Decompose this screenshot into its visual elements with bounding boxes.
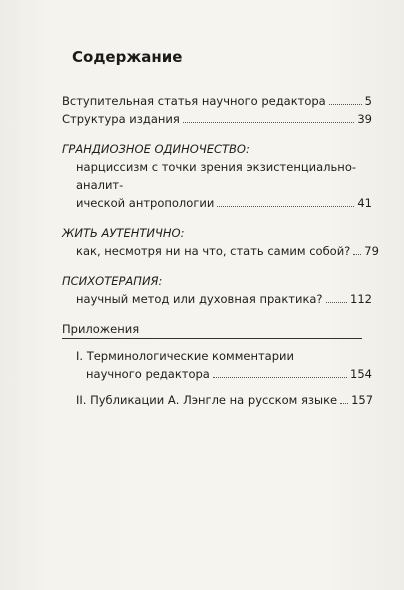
leader-dots (217, 206, 354, 207)
toc-entry (62, 92, 372, 110)
appendix-item-page: 154 (350, 367, 372, 381)
divider (62, 338, 362, 339)
section-heading: ПСИХОТЕРАПИЯ: (62, 274, 163, 288)
leader-dots (340, 403, 348, 404)
appendix-item-page: 157 (351, 393, 374, 407)
section-subtitle-line: нарциссизм с точки зрения экзистенциально-аналит- (76, 160, 357, 192)
toc-section (62, 224, 379, 260)
leader-dots (353, 254, 361, 255)
toc-entry (62, 110, 372, 128)
toc-section (62, 272, 372, 308)
toc-entry-text: Вступительная статья научного редактора (62, 94, 326, 108)
section-heading: ЖИТЬ АУТЕНТИЧНО: (62, 226, 185, 240)
leader-dots (183, 122, 355, 123)
appendix-item-line: I. Терминологические комментарии (76, 349, 294, 363)
toc-entry-page: 5 (364, 94, 372, 108)
table-of-contents (62, 48, 379, 409)
appendix-section (62, 320, 372, 409)
section-page: 79 (364, 244, 379, 258)
section-subtitle-line: ической антропологии (76, 196, 215, 210)
appendix-item-line: II. Публикации А. Лэнгле на русском языке (76, 393, 338, 407)
section-page: 112 (350, 292, 372, 306)
section-subtitle-line: научный метод или духовная практика? (76, 292, 323, 306)
toc-entry-text: Структура издания (62, 112, 180, 126)
toc-section (62, 140, 372, 212)
section-page: 41 (357, 196, 372, 210)
leader-dots (329, 104, 362, 105)
section-heading: ГРАНДИОЗНОЕ ОДИНОЧЕСТВО: (62, 142, 250, 156)
leader-dots (326, 302, 348, 303)
leader-dots (213, 377, 347, 378)
toc-entry-page: 39 (357, 112, 372, 126)
section-subtitle-line: как, несмотря ни на что, стать самим собой? (76, 244, 351, 258)
appendix-title: Приложения (62, 322, 140, 336)
toc-title: Содержание (72, 48, 183, 66)
appendix-item-line: научного редактора (86, 367, 210, 381)
